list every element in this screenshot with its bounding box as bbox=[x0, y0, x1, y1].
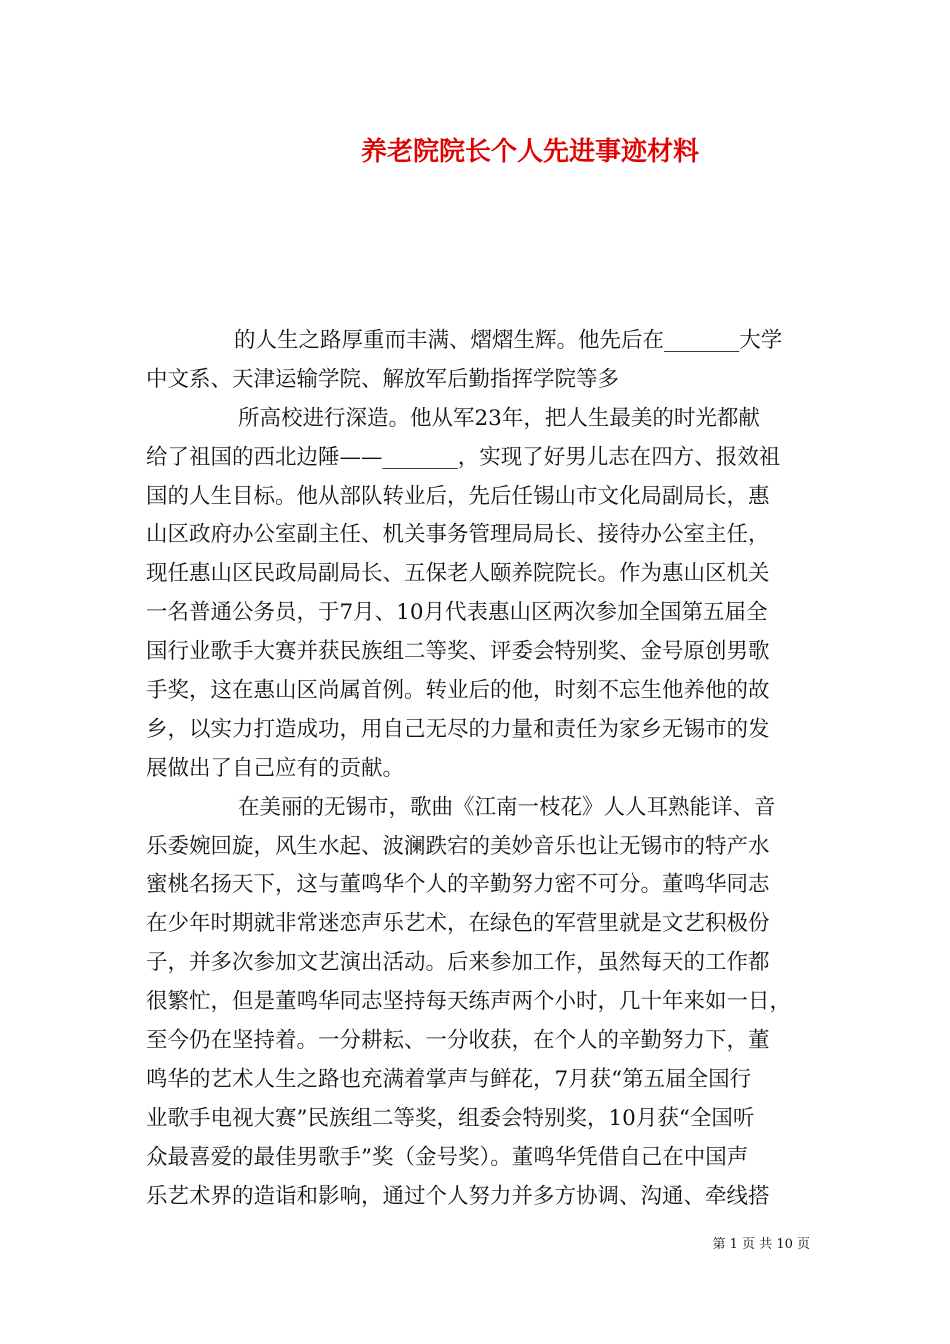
body-line: 在美丽的无锡市，歌曲《江南一枝花》人人耳熟能详、音 bbox=[238, 794, 776, 820]
body-line: 国行业歌手大赛并获民族组二等奖、评委会特别奖、金号原创男歌 bbox=[146, 639, 770, 665]
body-line: 鸣华的艺术人生之路也充满着掌声与鲜花，7月获“第五届全国行 bbox=[146, 1066, 752, 1092]
body-line: 给了祖国的西北边陲——_______，实现了好男儿志在四方、报效祖 bbox=[146, 444, 781, 470]
body-line: 山区政府办公室副主任、机关事务管理局局长、接待办公室主任， bbox=[146, 522, 770, 548]
body-line: 展做出了自己应有的贡献。 bbox=[146, 755, 405, 781]
page-number-footer: 第 1 页 共 10 页 bbox=[712, 1237, 810, 1252]
body-line: 乐艺术界的造诣和影响，通过个人努力并多方协调、沟通、牵线搭 bbox=[146, 1183, 770, 1209]
body-line: 在少年时期就非常迷恋声乐艺术，在绿色的军营里就是文艺积极份 bbox=[146, 911, 770, 937]
body-line: 国的人生目标。他从部队转业后，先后任锡山市文化局副局长，惠 bbox=[146, 483, 770, 509]
document-title: 养老院院长个人先进事迹材料 bbox=[360, 137, 699, 167]
body-line: 业歌手电视大赛”民族组二等奖，组委会特别奖，10月获“全国听 bbox=[146, 1105, 755, 1131]
body-line: 乡，以实力打造成功，用自己无尽的力量和责任为家乡无锡市的发 bbox=[146, 716, 770, 742]
body-line: 乐委婉回旋，风生水起、波澜跌宕的美妙音乐也让无锡市的特产水 bbox=[146, 833, 770, 859]
body-line: 蜜桃名扬天下，这与董鸣华个人的辛勤努力密不可分。董鸣华同志 bbox=[146, 872, 770, 898]
body-line: 所高校进行深造。他从军23年，把人生最美的时光都献 bbox=[238, 405, 760, 431]
body-line: 一名普通公务员，于7月、10月代表惠山区两次参加全国第五届全 bbox=[146, 600, 768, 626]
body-line: 众最喜爱的最佳男歌手”奖（金号奖）。董鸣华凭借自己在中国声 bbox=[146, 1144, 749, 1170]
body-line: 的人生之路厚重而丰满、熠熠生辉。他先后在_______大学 bbox=[234, 328, 783, 353]
document-body bbox=[146, 322, 818, 1216]
body-line: 子，并多次参加文艺演出活动。后来参加工作，虽然每天的工作都 bbox=[146, 950, 770, 976]
body-line: 手奖，这在惠山区尚属首例。转业后的他，时刻不忘生他养他的故 bbox=[146, 678, 770, 704]
body-line: 中文系、天津运输学院、解放军后勤指挥学院等多 bbox=[146, 366, 620, 392]
body-line: 很繁忙，但是董鸣华同志坚持每天练声两个小时，几十年来如一日， bbox=[146, 989, 792, 1015]
body-line: 现任惠山区民政局副局长、五保老人颐养院院长。作为惠山区机关 bbox=[146, 561, 770, 587]
body-line: 至今仍在坚持着。一分耕耘、一分收获，在个人的辛勤努力下，董 bbox=[146, 1028, 770, 1054]
